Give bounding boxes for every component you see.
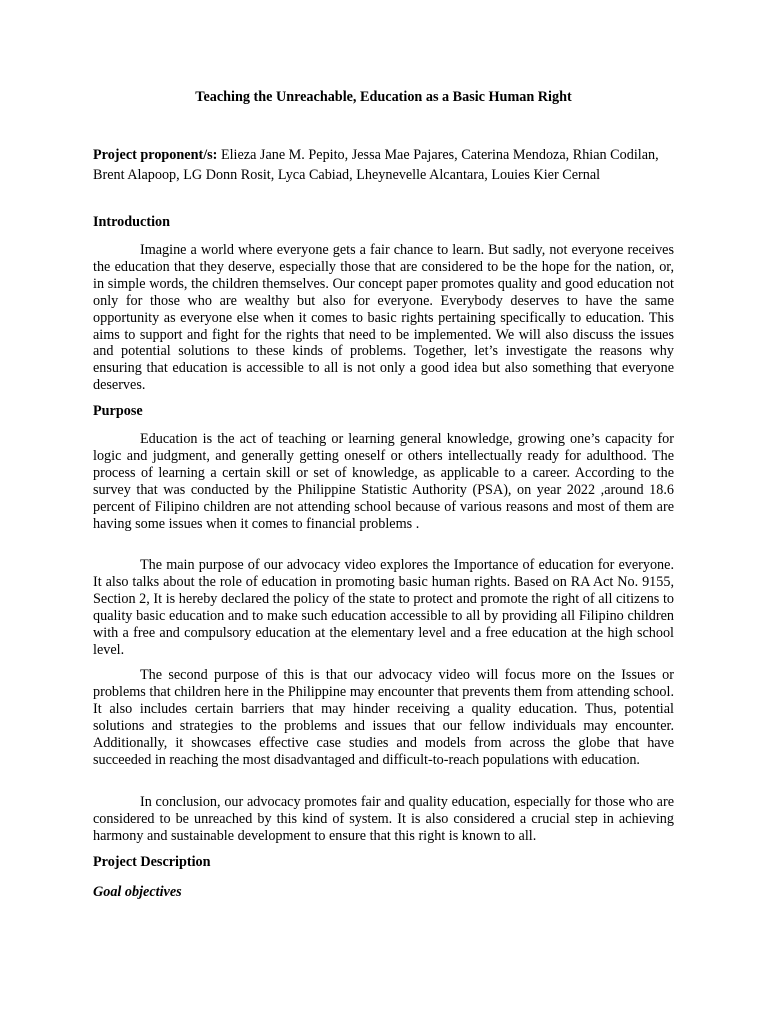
introduction-paragraph: Imagine a world where everyone gets a fair chance to learn. But sadly, not everyone receives the education that they deserve, especially those that are considered to be the hope for the nation, or, in simple words, the children themselves. Our concept paper promotes quality and good education not only for those who are wealthy but also for everyone. Everybody deserves to have the same opportunity as everyone else when it comes to basic rights pertaining specifically to education. This aims to support and fight for the rights that need to be implemented. We will also discuss the issues and potential solutions to these kinds of problems. Together, let’s investigate the reasons why ensuring that education is accessible to all is not only a good idea but also something that everyone deserves. — [93, 242, 674, 394]
goal-objectives-subheading: Goal objectives — [93, 884, 182, 900]
purpose-paragraph-2: The main purpose of our advocacy video explores the Importance of education for everyone. It also talks about the role of education in promoting basic human rights. Based on RA Act No. 9155, Section 2, It is hereby declared the policy of the state to protect and promote the right of all citizens to quality basic education and to make such education accessible to all by providing all Filipino children with a free and compulsory education at the elementary level and a free education at the high school level. — [93, 557, 674, 658]
introduction-heading: Introduction — [93, 214, 170, 230]
proponents-block — [93, 146, 674, 185]
purpose-paragraph-4: In conclusion, our advocacy promotes fair and quality education, especially for those who are considered to be unreached by this kind of system. It is also considered a crucial step in achieving harmony and sustainable development to ensure that this right is known to all. — [93, 794, 674, 844]
purpose-paragraph-3: The second purpose of this is that our advocacy video will focus more on the Issues or problems that children here in the Philippine may encounter that prevents them from attending school. It also includes certain barriers that may hinder receiving a quality education. Thus, potential solutions and strategies to the problems and issues that our fellow individuals may encounter. Additionally, it showcases effective case studies and models from across the globe that have succeeded in reaching the most disadvantaged and difficult-to-reach populations with education. — [93, 667, 674, 768]
document-title: Teaching the Unreachable, Education as a Basic Human Right — [195, 89, 572, 105]
proponents-label: Project proponent/s: — [93, 147, 218, 163]
proponents-names: Elieza Jane M. Pepito, Jessa Mae Pajares, Caterina Mendoza, Rhian Codilan, Brent Alapoop, LG Donn Rosit, Lyca Cabiad, Lheynevelle Alcantara, Louies Kier Cernal — [93, 147, 659, 183]
project-description-heading: Project Description — [93, 854, 211, 870]
purpose-heading: Purpose — [93, 403, 143, 419]
purpose-paragraph-1: Education is the act of teaching or learning general knowledge, growing one’s capacity for logic and judgment, and generally getting oneself or others intellectually ready for adulthood. The process of learning a certain skill or set of knowledge, as applicable to a career. According to the survey that was conducted by the Philippine Statistic Authority (PSA), on year 2022 ,around 18.6 percent of Filipino children are not attending school because of various reasons and most of them are having some issues when it comes to financial problems . — [93, 431, 674, 532]
